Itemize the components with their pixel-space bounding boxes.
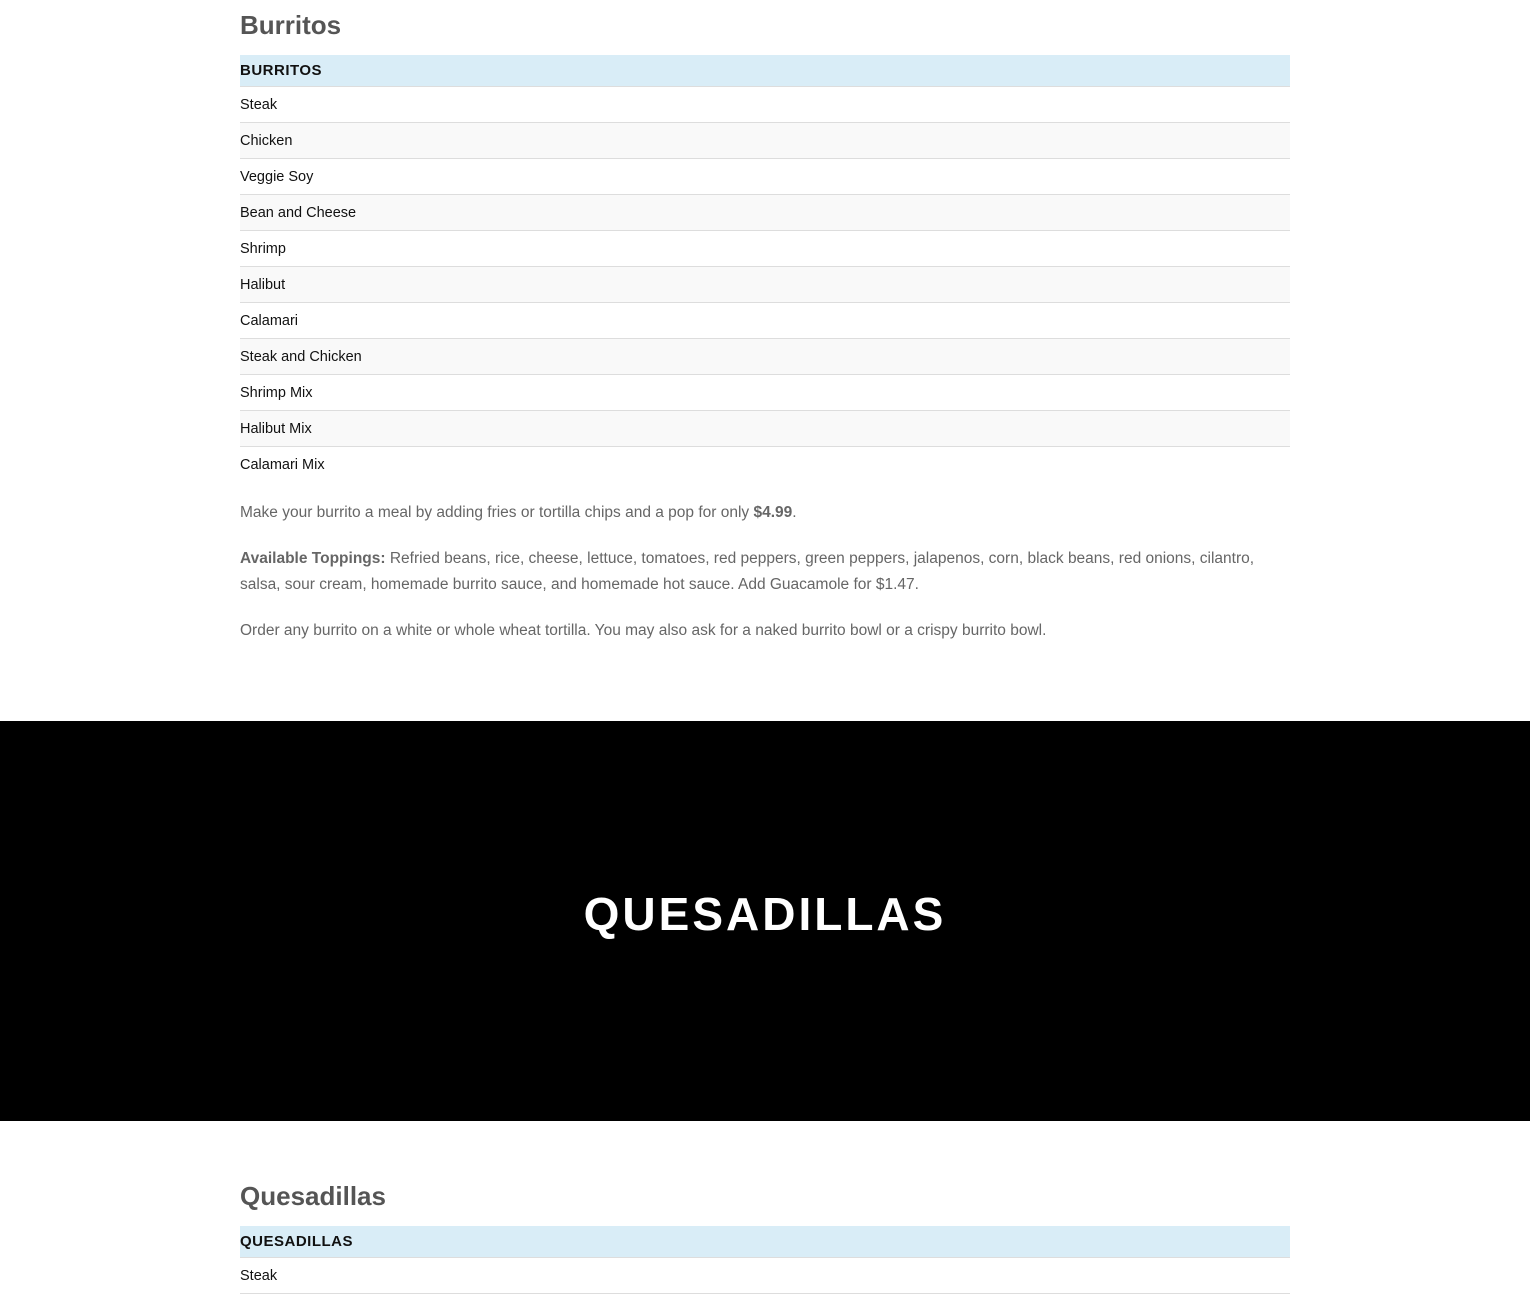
- burritos-section: [240, 12, 1290, 644]
- menu-item: Shrimp: [240, 231, 1290, 267]
- meal-price: $4.99: [753, 504, 793, 521]
- quesadillas-heading: Quesadillas: [240, 1181, 386, 1211]
- menu-item: Halibut: [240, 267, 1290, 303]
- menu-item: Steak and Chicken: [240, 339, 1290, 375]
- quesadillas-table-body: [240, 1258, 1290, 1294]
- quesadillas-banner: [0, 721, 1530, 1121]
- quesadillas-table-header: QUESADILLAS: [240, 1226, 1290, 1258]
- banner-title: QUESADILLAS: [583, 888, 947, 940]
- meal-offer-text: Make your burrito a meal by adding fries or tortilla chips and a pop for only: [240, 504, 754, 521]
- table-row: [240, 159, 1290, 195]
- burritos-heading: Burritos: [240, 10, 342, 40]
- burritos-table-body: [240, 87, 1290, 483]
- menu-item: Calamari Mix: [240, 447, 1290, 483]
- burritos-info: [240, 500, 1290, 644]
- menu-item: Steak: [240, 1258, 1290, 1294]
- menu-item: Calamari: [240, 303, 1290, 339]
- table-row: [240, 231, 1290, 267]
- table-row: [240, 303, 1290, 339]
- tortilla-note: Order any burrito on a white or whole wheat tortilla. You may also ask for a naked burrito bowl or a crispy burrito bowl.: [240, 622, 1047, 639]
- table-row: [240, 123, 1290, 159]
- menu-item: Shrimp Mix: [240, 375, 1290, 411]
- table-row: [240, 195, 1290, 231]
- burritos-table-header: BURRITOS: [240, 55, 1290, 87]
- menu-item: Bean and Cheese: [240, 195, 1290, 231]
- burritos-table: [240, 55, 1290, 482]
- table-row: [240, 267, 1290, 303]
- menu-item: Veggie Soy: [240, 159, 1290, 195]
- meal-offer: [240, 500, 1290, 526]
- menu-item: Steak: [240, 87, 1290, 123]
- table-row: [240, 447, 1290, 483]
- table-row: [240, 87, 1290, 123]
- table-row: [240, 339, 1290, 375]
- menu-item: Chicken: [240, 123, 1290, 159]
- table-row: [240, 1258, 1290, 1294]
- quesadillas-section: [240, 1183, 1290, 1294]
- toppings-paragraph: [240, 546, 1290, 598]
- menu-item: Halibut Mix: [240, 411, 1290, 447]
- table-row: [240, 375, 1290, 411]
- quesadillas-table: [240, 1226, 1290, 1294]
- meal-offer-end: .: [792, 504, 797, 521]
- toppings-text: Refried beans, rice, cheese, lettuce, tomatoes, red peppers, green peppers, jalapenos, corn, black beans, red onions, cilantro, salsa, sour cream, homemade burrito sauce, and homemade hot sauce. Add Guacamole for $1.47.: [240, 550, 1255, 593]
- toppings-label: Available Toppings:: [240, 550, 386, 567]
- table-row: [240, 411, 1290, 447]
